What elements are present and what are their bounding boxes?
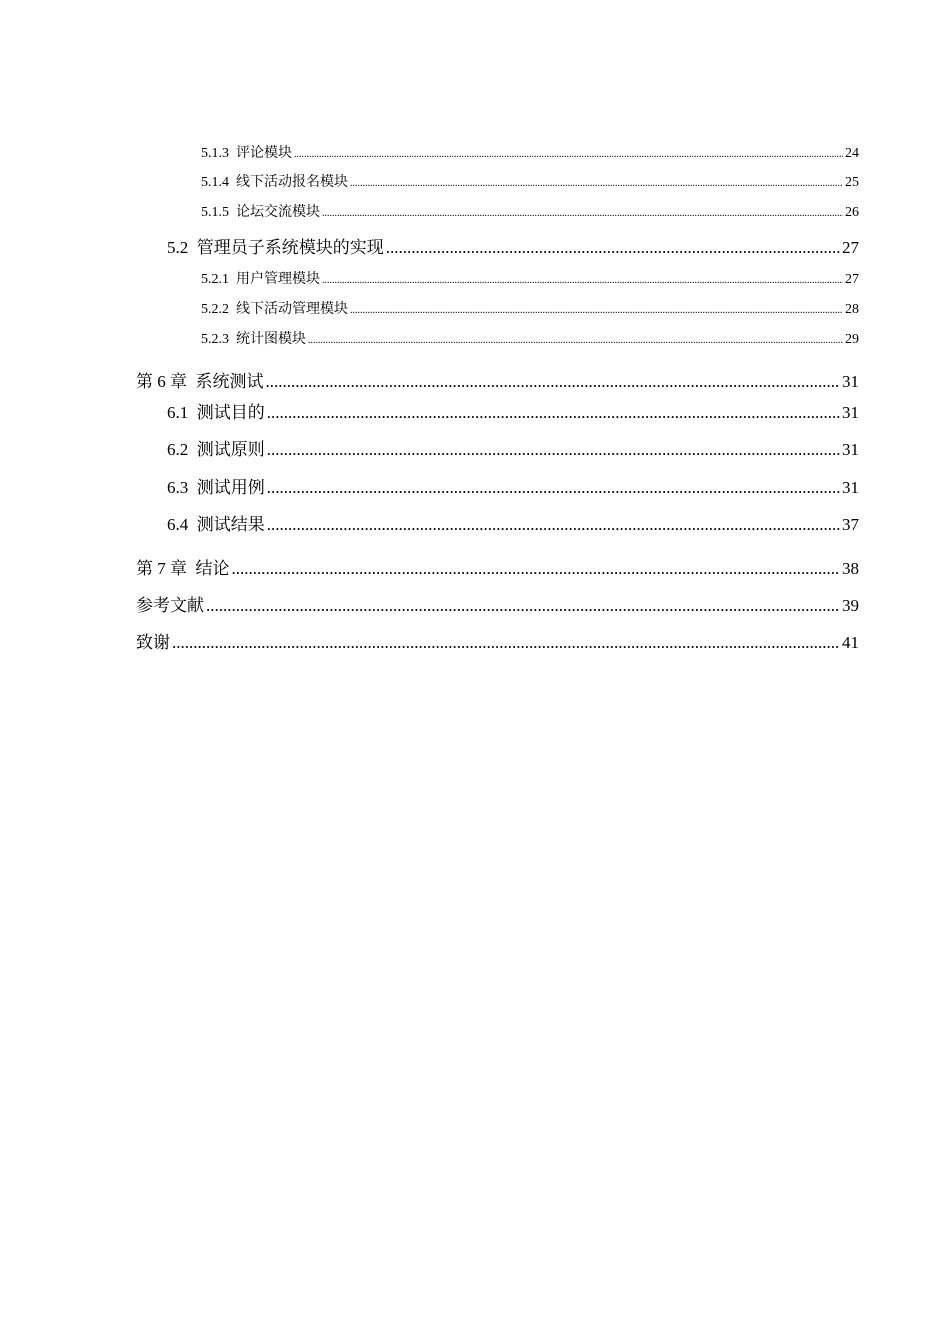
- toc-number: 5.2: [167, 238, 189, 257]
- toc-number: 5.1.4: [201, 175, 229, 190]
- toc-page: 25: [845, 175, 859, 190]
- toc-leader: [206, 596, 840, 616]
- toc-number: 6.4: [167, 515, 189, 534]
- toc-entry-chapter-7[interactable]: [136, 554, 859, 579]
- toc-page: 27: [845, 272, 859, 287]
- toc-page: 26: [845, 205, 859, 220]
- toc-leader: [294, 149, 843, 160]
- toc-title: 管理员子系统模块的实现: [196, 238, 384, 257]
- toc-number: 5.2.1: [201, 272, 229, 287]
- toc-entry-6-3[interactable]: [167, 473, 859, 498]
- toc-entry-6-2[interactable]: [167, 435, 859, 460]
- toc-page: 39: [842, 596, 859, 615]
- toc-page: 38: [842, 559, 859, 578]
- toc-page: 24: [845, 146, 859, 161]
- toc-leader: [322, 275, 843, 286]
- toc-leader: [267, 440, 840, 460]
- toc-title: 用户管理模块: [236, 272, 320, 287]
- toc-page: 29: [845, 332, 859, 347]
- toc-title: 测试结果: [196, 515, 265, 534]
- toc-number: 第 7 章: [136, 559, 187, 578]
- toc-number: 5.2.3: [201, 332, 229, 347]
- toc-leader: [267, 478, 840, 498]
- toc-page: 28: [845, 302, 859, 317]
- toc-title: 统计图模块: [236, 332, 306, 347]
- toc-title: 线下活动报名模块: [236, 175, 348, 190]
- toc-title: 线下活动管理模块: [236, 302, 348, 317]
- toc-title: 测试用例: [196, 478, 265, 497]
- toc-title: 测试原则: [196, 440, 265, 459]
- toc-entry-5-1-5[interactable]: [201, 201, 859, 221]
- toc-entry-references[interactable]: [136, 591, 859, 616]
- toc-title: 论坛交流模块: [236, 205, 320, 220]
- toc-number: 5.1.3: [201, 146, 229, 161]
- toc-leader: [308, 335, 843, 346]
- toc-entry-6-4[interactable]: [167, 510, 859, 535]
- toc-page: 41: [842, 633, 859, 652]
- toc-leader: [350, 305, 843, 316]
- toc-leader: [386, 238, 840, 258]
- toc-title: 测试目的: [196, 403, 265, 422]
- toc-entry-acknowledgements[interactable]: [136, 628, 859, 653]
- toc-leader: [232, 559, 841, 579]
- toc-number: 第 6 章: [136, 372, 187, 391]
- toc-number: 5.1.5: [201, 205, 229, 220]
- toc-title: 结论: [195, 559, 230, 578]
- toc-leader: [322, 208, 843, 219]
- toc-entry-5-1-3[interactable]: [201, 142, 859, 162]
- toc-page: 27: [842, 238, 859, 257]
- toc-leader: [267, 515, 840, 535]
- toc-title: 致谢: [136, 633, 170, 652]
- toc-title: 系统测试: [195, 372, 264, 391]
- toc-number: 5.2.2: [201, 302, 229, 317]
- toc-number: 6.3: [167, 478, 189, 497]
- toc-entry-5-2[interactable]: [167, 233, 859, 258]
- toc-entry-5-1-4[interactable]: [201, 171, 859, 191]
- toc-page: 31: [842, 403, 859, 422]
- toc-leader: [266, 372, 841, 392]
- toc-page: 31: [842, 478, 859, 497]
- toc-entry-6-1[interactable]: [167, 398, 859, 423]
- toc-entry-5-2-3[interactable]: [201, 328, 859, 348]
- toc-entry-chapter-6[interactable]: [136, 367, 859, 392]
- toc-entry-5-2-1[interactable]: [201, 268, 859, 288]
- toc-leader: [267, 403, 840, 423]
- toc-title: 评论模块: [236, 146, 292, 161]
- toc-leader: [172, 633, 840, 653]
- toc-number: 6.1: [167, 403, 189, 422]
- toc-page: 31: [842, 440, 859, 459]
- toc-page: 31: [842, 372, 859, 391]
- toc-title: 参考文献: [136, 596, 204, 615]
- toc-leader: [350, 178, 843, 189]
- toc-number: 6.2: [167, 440, 189, 459]
- toc-entry-5-2-2[interactable]: [201, 298, 859, 318]
- toc-page: 37: [842, 515, 859, 534]
